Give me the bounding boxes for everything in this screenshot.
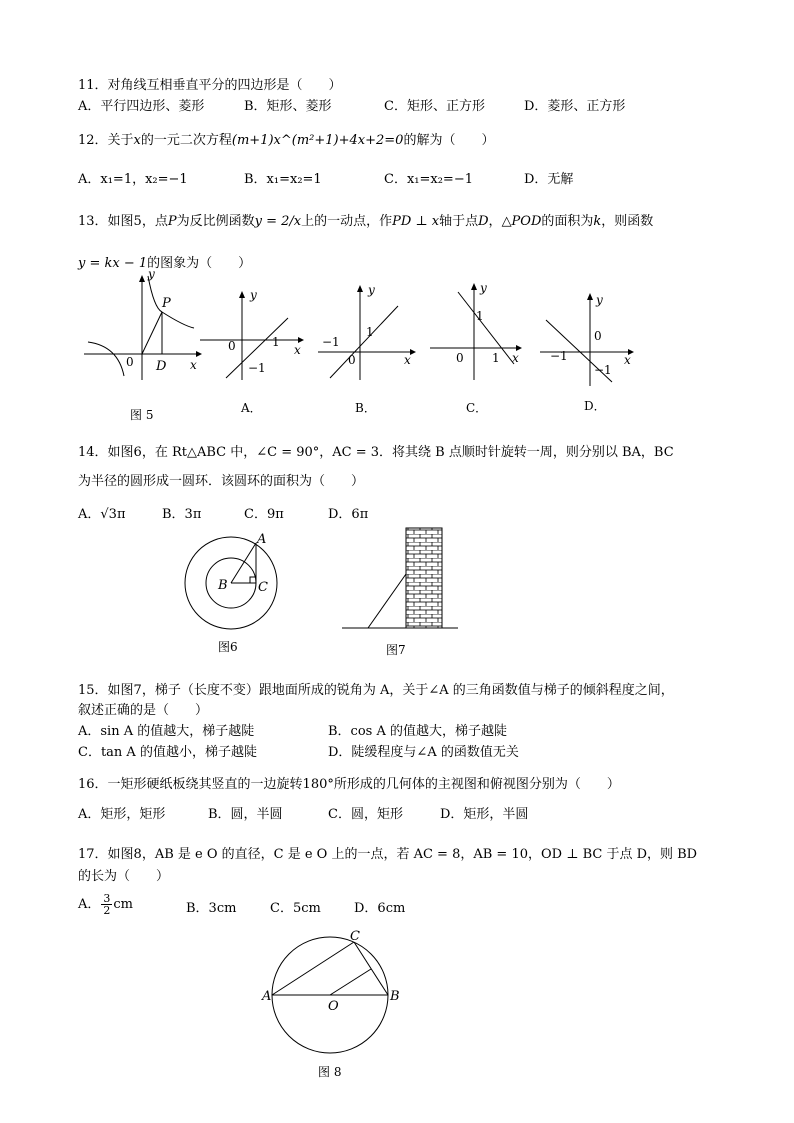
svg-text:x: x <box>190 358 197 372</box>
svg-text:y: y <box>250 288 257 302</box>
q17-option-c: C．5cm <box>270 901 321 916</box>
q17-option-d: D．6cm <box>354 901 406 916</box>
q15-option-a: A．sin A 的值越大，梯子越陡 <box>78 724 255 739</box>
svg-text:−1: −1 <box>322 335 340 349</box>
svg-text:x: x <box>404 353 411 367</box>
q17-line1: 17．如图8，AB 是 e O 的直径，C 是 e O 上的一点，若 AC = 8，AB = 10，OD ⊥ BC 于点 D，则 BD <box>78 847 698 862</box>
q16-stem: 16．一矩形硬纸板绕其竖直的一边旋转180°所形成的几何体的主视图和俯视图分别为（ ） <box>78 777 620 792</box>
figure-5-caption: 图 5 <box>130 408 154 422</box>
figure-6-annulus <box>184 533 284 633</box>
svg-text:1: 1 <box>366 325 374 339</box>
q12-option-c: C．x₁=x₂=−1 <box>384 172 473 187</box>
q11-stem: 11．对角线互相垂直平分的四边形是（ ） <box>78 78 342 93</box>
figure-5-hyperbola <box>84 267 204 382</box>
q11-option-b: B．矩形、菱形 <box>244 99 332 114</box>
q17-option-a: A． $\frac{3}{2}$ cm <box>78 892 133 917</box>
q15-option-b: B．cos A 的值越大，梯子越陡 <box>328 724 507 739</box>
q14-option-a: A．√3π <box>78 507 126 522</box>
q11-option-c: C．矩形、正方形 <box>384 99 485 114</box>
svg-text:1: 1 <box>492 351 500 365</box>
svg-text:x: x <box>624 353 631 367</box>
q13-choice-b-label: B． <box>355 401 376 415</box>
q11-option-a: A．平行四边形、菱形 <box>78 99 205 114</box>
q16-option-c: C．圆，矩形 <box>328 807 403 822</box>
svg-text:0: 0 <box>126 355 134 369</box>
q14-option-d: D．6π <box>328 507 369 522</box>
svg-text:1: 1 <box>272 335 280 349</box>
figure-8-caption: 图 8 <box>318 1065 342 1079</box>
figure-7-ladder <box>342 526 462 638</box>
svg-text:C: C <box>258 580 268 595</box>
svg-text:y: y <box>480 281 487 295</box>
svg-text:y: y <box>368 283 375 297</box>
svg-text:O: O <box>328 999 339 1014</box>
q14-line2: 为半径的圆形成一圆环．该圆环的面积为（ ） <box>78 474 365 489</box>
q13-function: y = 2/x <box>254 214 302 229</box>
q11-option-d: D．菱形、正方形 <box>524 99 626 114</box>
q12-option-b: B．x₁=x₂=1 <box>244 172 322 187</box>
svg-text:y: y <box>596 293 603 307</box>
figure-8-circle <box>260 928 410 1068</box>
svg-text:0: 0 <box>456 351 464 365</box>
q15-line1: 15．如图7，梯子（长度不变）跟地面所成的锐角为 A，关于∠A 的三角函数值与梯子的倾斜程度之间， <box>78 683 674 698</box>
svg-text:B: B <box>390 989 400 1004</box>
q13-line2: y = kx − 1的图象为（ ） <box>78 256 252 271</box>
q14-option-b: B．3π <box>162 507 202 522</box>
svg-text:0: 0 <box>348 353 356 367</box>
q16-option-b: B．圆，半圆 <box>208 807 283 822</box>
svg-text:0: 0 <box>594 329 602 343</box>
q15-line2: 叙述正确的是（ ） <box>78 703 209 718</box>
q17-option-a-fraction: $\frac{3}{2}$ <box>103 892 111 917</box>
q17-line2: 的长为（ ） <box>78 869 170 884</box>
svg-text:−1: −1 <box>248 361 266 375</box>
q13-choice-a-label: A． <box>241 401 262 415</box>
svg-text:D: D <box>156 359 167 374</box>
q12-equation: (m+1)x^(m²+1)+4x+2=0 <box>231 133 404 148</box>
svg-text:0: 0 <box>228 339 236 353</box>
q13-graph-c <box>430 280 540 375</box>
svg-text:P: P <box>162 296 171 311</box>
q13-graph-b <box>318 282 428 377</box>
q13-graph-d <box>540 290 650 385</box>
q13-choice-c-label: C． <box>466 401 488 415</box>
svg-text:A: A <box>257 532 267 547</box>
q15-option-c: C．tan A 的值越小，梯子越陡 <box>78 745 257 760</box>
figure-6-caption: 图6 <box>218 640 238 654</box>
q14-line1: 14．如图6，在 Rt△ABC 中，∠C = 90°，AC = 3．将其绕 B 点顺时针旋转一周，则分别以 BA，BC <box>78 445 674 460</box>
q16-option-a: A．矩形，矩形 <box>78 807 166 822</box>
svg-text:B: B <box>218 578 228 593</box>
q13-graph-a <box>200 288 310 383</box>
svg-text:1: 1 <box>476 309 484 323</box>
q12-option-d: D．无解 <box>524 172 574 187</box>
q14-option-c: C．9π <box>244 507 284 522</box>
q12-stem: 12．关于x的一元二次方程(m+1)x^(m²+1)+4x+2=0的解为（ ） <box>78 133 495 148</box>
svg-text:A: A <box>262 989 272 1004</box>
figure-7-caption: 图7 <box>386 643 406 657</box>
svg-text:x: x <box>512 351 519 365</box>
q16-option-d: D．矩形，半圆 <box>440 807 529 822</box>
svg-text:C: C <box>350 929 360 944</box>
q15-option-d: D．陡缓程度与∠A 的函数值无关 <box>328 745 519 760</box>
q12-option-a: A．x₁=1，x₂=−1 <box>78 172 188 187</box>
svg-text:y: y <box>148 267 155 281</box>
q13-choice-d-label: D． <box>584 399 606 413</box>
q13-line1: 13．如图5，点P为反比例函数y = 2/x上的一动点，作PD ⊥ x轴于点D，△POD的面积为k，则函数 <box>78 214 654 229</box>
svg-text:−1: −1 <box>594 363 612 377</box>
svg-text:x: x <box>294 343 301 357</box>
svg-text:−1: −1 <box>550 349 568 363</box>
q17-option-b: B．3cm <box>186 901 237 916</box>
